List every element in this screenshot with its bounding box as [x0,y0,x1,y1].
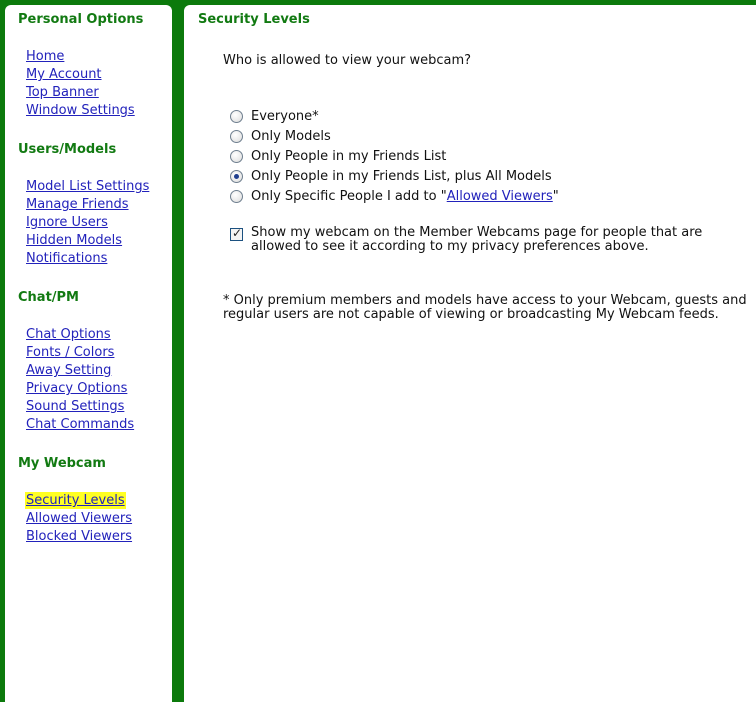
nav-link-allowed-viewers[interactable]: Allowed Viewers [26,511,133,526]
nav-link-notifications[interactable]: Notifications [26,251,108,266]
option-label-suffix: " [552,188,559,204]
premium-note: * Only premium members and models have access to your Webcam, guests and regular users are not capable of viewing or broadcasting My Webcam feeds. [223,293,747,322]
member-webcams-option[interactable] [230,226,750,254]
allowed-viewers-link[interactable]: Allowed Viewers [446,188,553,204]
option-specific-people[interactable] [230,187,559,205]
radio-everyone[interactable] [230,110,243,123]
radio-friends-plus-models[interactable] [230,170,243,183]
option-label: Only People in my Friends List, plus All Models [251,168,552,184]
option-label: Only People in my Friends List [251,148,447,164]
nav-link-ignore-users[interactable]: Ignore Users [26,215,108,230]
nav-link-security-levels[interactable]: Security Levels [26,493,125,508]
option-only-models[interactable] [230,127,331,145]
section-title-users-models: Users/Models [18,142,117,157]
nav-link-privacy-options[interactable]: Privacy Options [26,381,128,396]
nav-link-chat-commands[interactable]: Chat Commands [26,417,135,432]
nav-link-chat-options[interactable]: Chat Options [26,327,111,342]
nav-link-away-setting[interactable]: Away Setting [26,363,112,378]
nav-link-my-account[interactable]: My Account [26,67,102,82]
nav-link-window-settings[interactable]: Window Settings [26,103,135,118]
option-label: Everyone* [251,108,319,124]
member-webcams-label: Show my webcam on the Member Webcams page for people that are allowed to see it according to my privacy preferences above. [251,225,703,254]
main-content [184,5,756,702]
page-title: Security Levels [198,12,310,27]
section-title-my-webcam: My Webcam [18,456,106,471]
radio-only-models[interactable] [230,130,243,143]
nav-link-home[interactable]: Home [26,49,65,64]
nav-link-blocked-viewers[interactable]: Blocked Viewers [26,529,133,544]
sidebar [5,5,172,702]
radio-specific-people[interactable] [230,190,243,203]
nav-link-fonts-colors[interactable]: Fonts / Colors [26,345,115,360]
option-label-prefix: Only Specific People I add to " [251,188,447,204]
member-webcams-checkbox[interactable] [230,228,243,241]
nav-link-model-list-settings[interactable]: Model List Settings [26,179,150,194]
webcam-question: Who is allowed to view your webcam? [223,53,472,68]
nav-link-manage-friends[interactable]: Manage Friends [26,197,129,212]
radio-friends-list[interactable] [230,150,243,163]
nav-link-top-banner[interactable]: Top Banner [26,85,99,100]
option-everyone[interactable] [230,107,319,125]
option-friends-plus-models[interactable] [230,167,552,185]
nav-link-sound-settings[interactable]: Sound Settings [26,399,125,414]
section-title-personal-options: Personal Options [18,12,144,27]
section-title-chat-pm: Chat/PM [18,290,79,305]
nav-link-hidden-models[interactable]: Hidden Models [26,233,123,248]
option-label: Only Models [251,128,331,144]
option-friends-list[interactable] [230,147,446,165]
